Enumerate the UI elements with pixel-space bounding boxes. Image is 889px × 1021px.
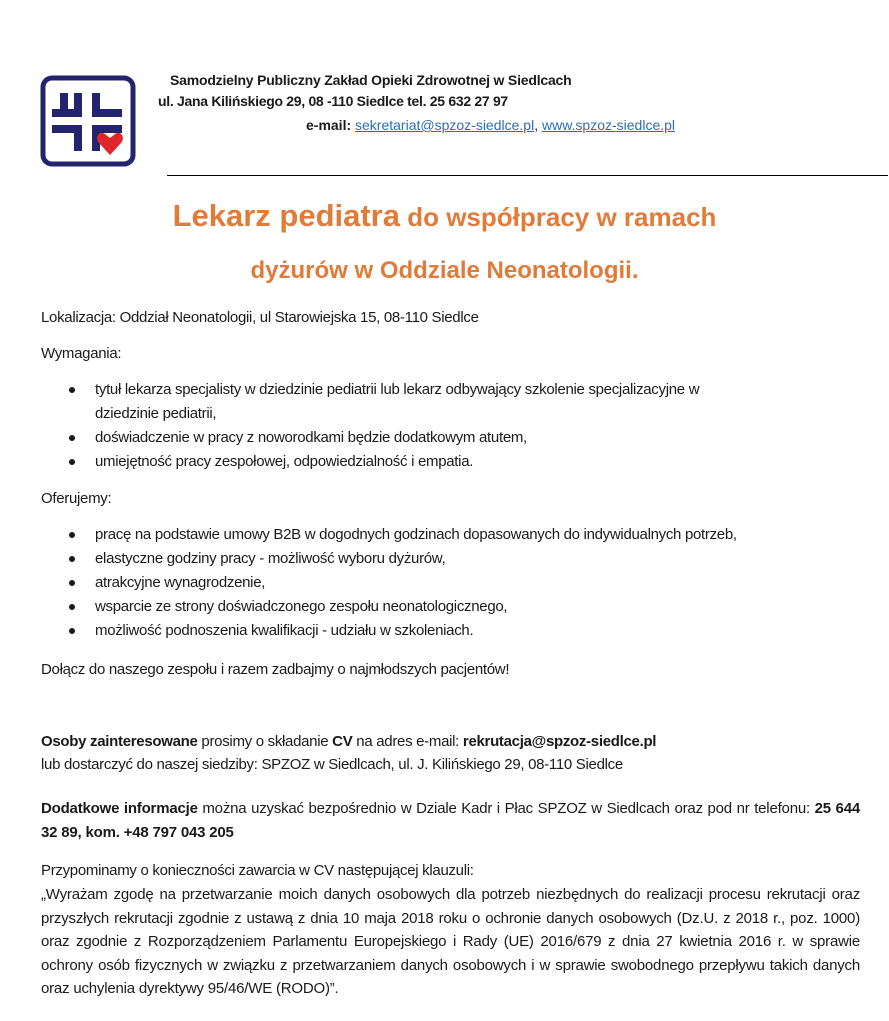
gdpr-clause: „Wyrażam zgodę na przetwarzanie moich danych osobowych dla potrzeb niezbędnych do realizacji procesu rekrutacji oraz przyszłych rekrutacji zgodnie z ustawą z dnia 10 maja 2018 roku o ochronie danych osobowych (Dz.U. z 2018 r., poz. 1000) oraz zgodnie z Rozporządzeniem Parlamentu Europejskiego i Rady (UE) 2016/679 z dnia 27 kwietnia 2016 r. w sprawie ochrony osób fizycznych w związku z przetwarzaniem danych osobowych i w sprawie swobodnego przepływu takich danych oraz uchylenia dyrektywy 95/46/WE (RODO)”.	[41, 886, 860, 997]
application-line2: lub dostarczyć do naszej siedziby: SPZOZ w Siedlcach, ul. J. Kilińskiego 29, 08-110 Siedlce	[41, 756, 623, 773]
list-item: umiejętność pracy zespołowej, odpowiedzialność i empatia.	[66, 450, 699, 474]
job-title-line2: dyżurów w Oddziale Neonatologii.	[250, 257, 639, 284]
list-item: doświadczenie w pracy z noworodkami będzie dodatkowym atutem,	[66, 426, 699, 450]
application-line1: Osoby zainteresowane prosimy o składanie CV na adres e-mail: rekrutacja@spzoz-siedlce.pl	[41, 733, 657, 750]
email-label: e-mail:	[306, 117, 352, 133]
additional-info: Dodatkowe informacje można uzyskać bezpośrednio w Dziale Kadr i Płac SPZOZ w Siedlcach oraz pod nr telefonu: 25 644 32 89, kom. +48 797 043 205	[41, 800, 860, 841]
job-title-rest: do współpracy w ramach	[400, 202, 717, 232]
spzoz-logo-icon	[40, 75, 136, 167]
separator: ,	[534, 117, 539, 133]
phone-numbers: 25 644 32 89, kom. +48 797 043 205	[41, 800, 860, 841]
bullet-icon	[69, 580, 75, 586]
list-item: tytuł lekarza specjalisty w dziedzinie pediatrii lub lekarz odbywający szkolenie specjalizacyjne w	[66, 378, 699, 402]
bullet-icon	[69, 435, 75, 441]
closing-text: Dołącz do naszego zespołu i razem zadbajmy o najmłodszych pacjentów!	[41, 661, 510, 678]
requirements-heading: Wymagania:	[41, 345, 122, 362]
list-item: możliwość podnoszenia kwalifikacji - udziału w szkoleniach.	[66, 619, 737, 643]
contact-line	[306, 117, 675, 133]
location-text: Lokalizacja: Oddział Neonatologii, ul Starowiejska 15, 08-110 Siedlce	[41, 309, 479, 326]
institution-name: Samodzielny Publiczny Zakład Opieki Zdrowotnej w Siedlcach	[170, 72, 572, 88]
website-link[interactable]: www.spzoz-siedlce.pl	[541, 117, 676, 133]
recruitment-email[interactable]: rekrutacja@spzoz-siedlce.pl	[462, 733, 657, 750]
clause-intro: Przypominamy o konieczności zawarcia w CV następującej klauzuli:	[41, 862, 474, 879]
offer-list	[66, 523, 737, 643]
job-title-position: Lekarz pediatra	[172, 198, 400, 233]
list-item: elastyczne godziny pracy - możliwość wyboru dyżurów,	[66, 547, 737, 571]
bullet-icon	[69, 459, 75, 465]
bullet-icon	[69, 604, 75, 610]
requirements-list	[66, 378, 699, 474]
list-item: pracę na podstawie umowy B2B w dogodnych godzinach dopasowanych do indywidualnych potrzeb,	[66, 523, 737, 547]
list-item: wsparcie ze strony doświadczonego zespołu neonatologicznego,	[66, 595, 737, 619]
bullet-icon	[69, 628, 75, 634]
header-divider	[167, 175, 888, 176]
bullet-icon	[69, 532, 75, 538]
email-link[interactable]: sekretariat@spzoz-siedlce.pl	[355, 117, 535, 133]
job-title-line1	[0, 198, 889, 234]
bullet-icon	[69, 387, 75, 393]
list-item: atrakcyjne wynagrodzenie,	[66, 571, 737, 595]
institution-address: ul. Jana Kilińskiego 29, 08 -110 Siedlce tel. 25 632 27 97	[158, 93, 508, 109]
offer-heading: Oferujemy:	[41, 490, 112, 507]
bullet-icon	[69, 556, 75, 562]
list-item-continuation: dziedzinie pediatrii,	[95, 405, 217, 422]
